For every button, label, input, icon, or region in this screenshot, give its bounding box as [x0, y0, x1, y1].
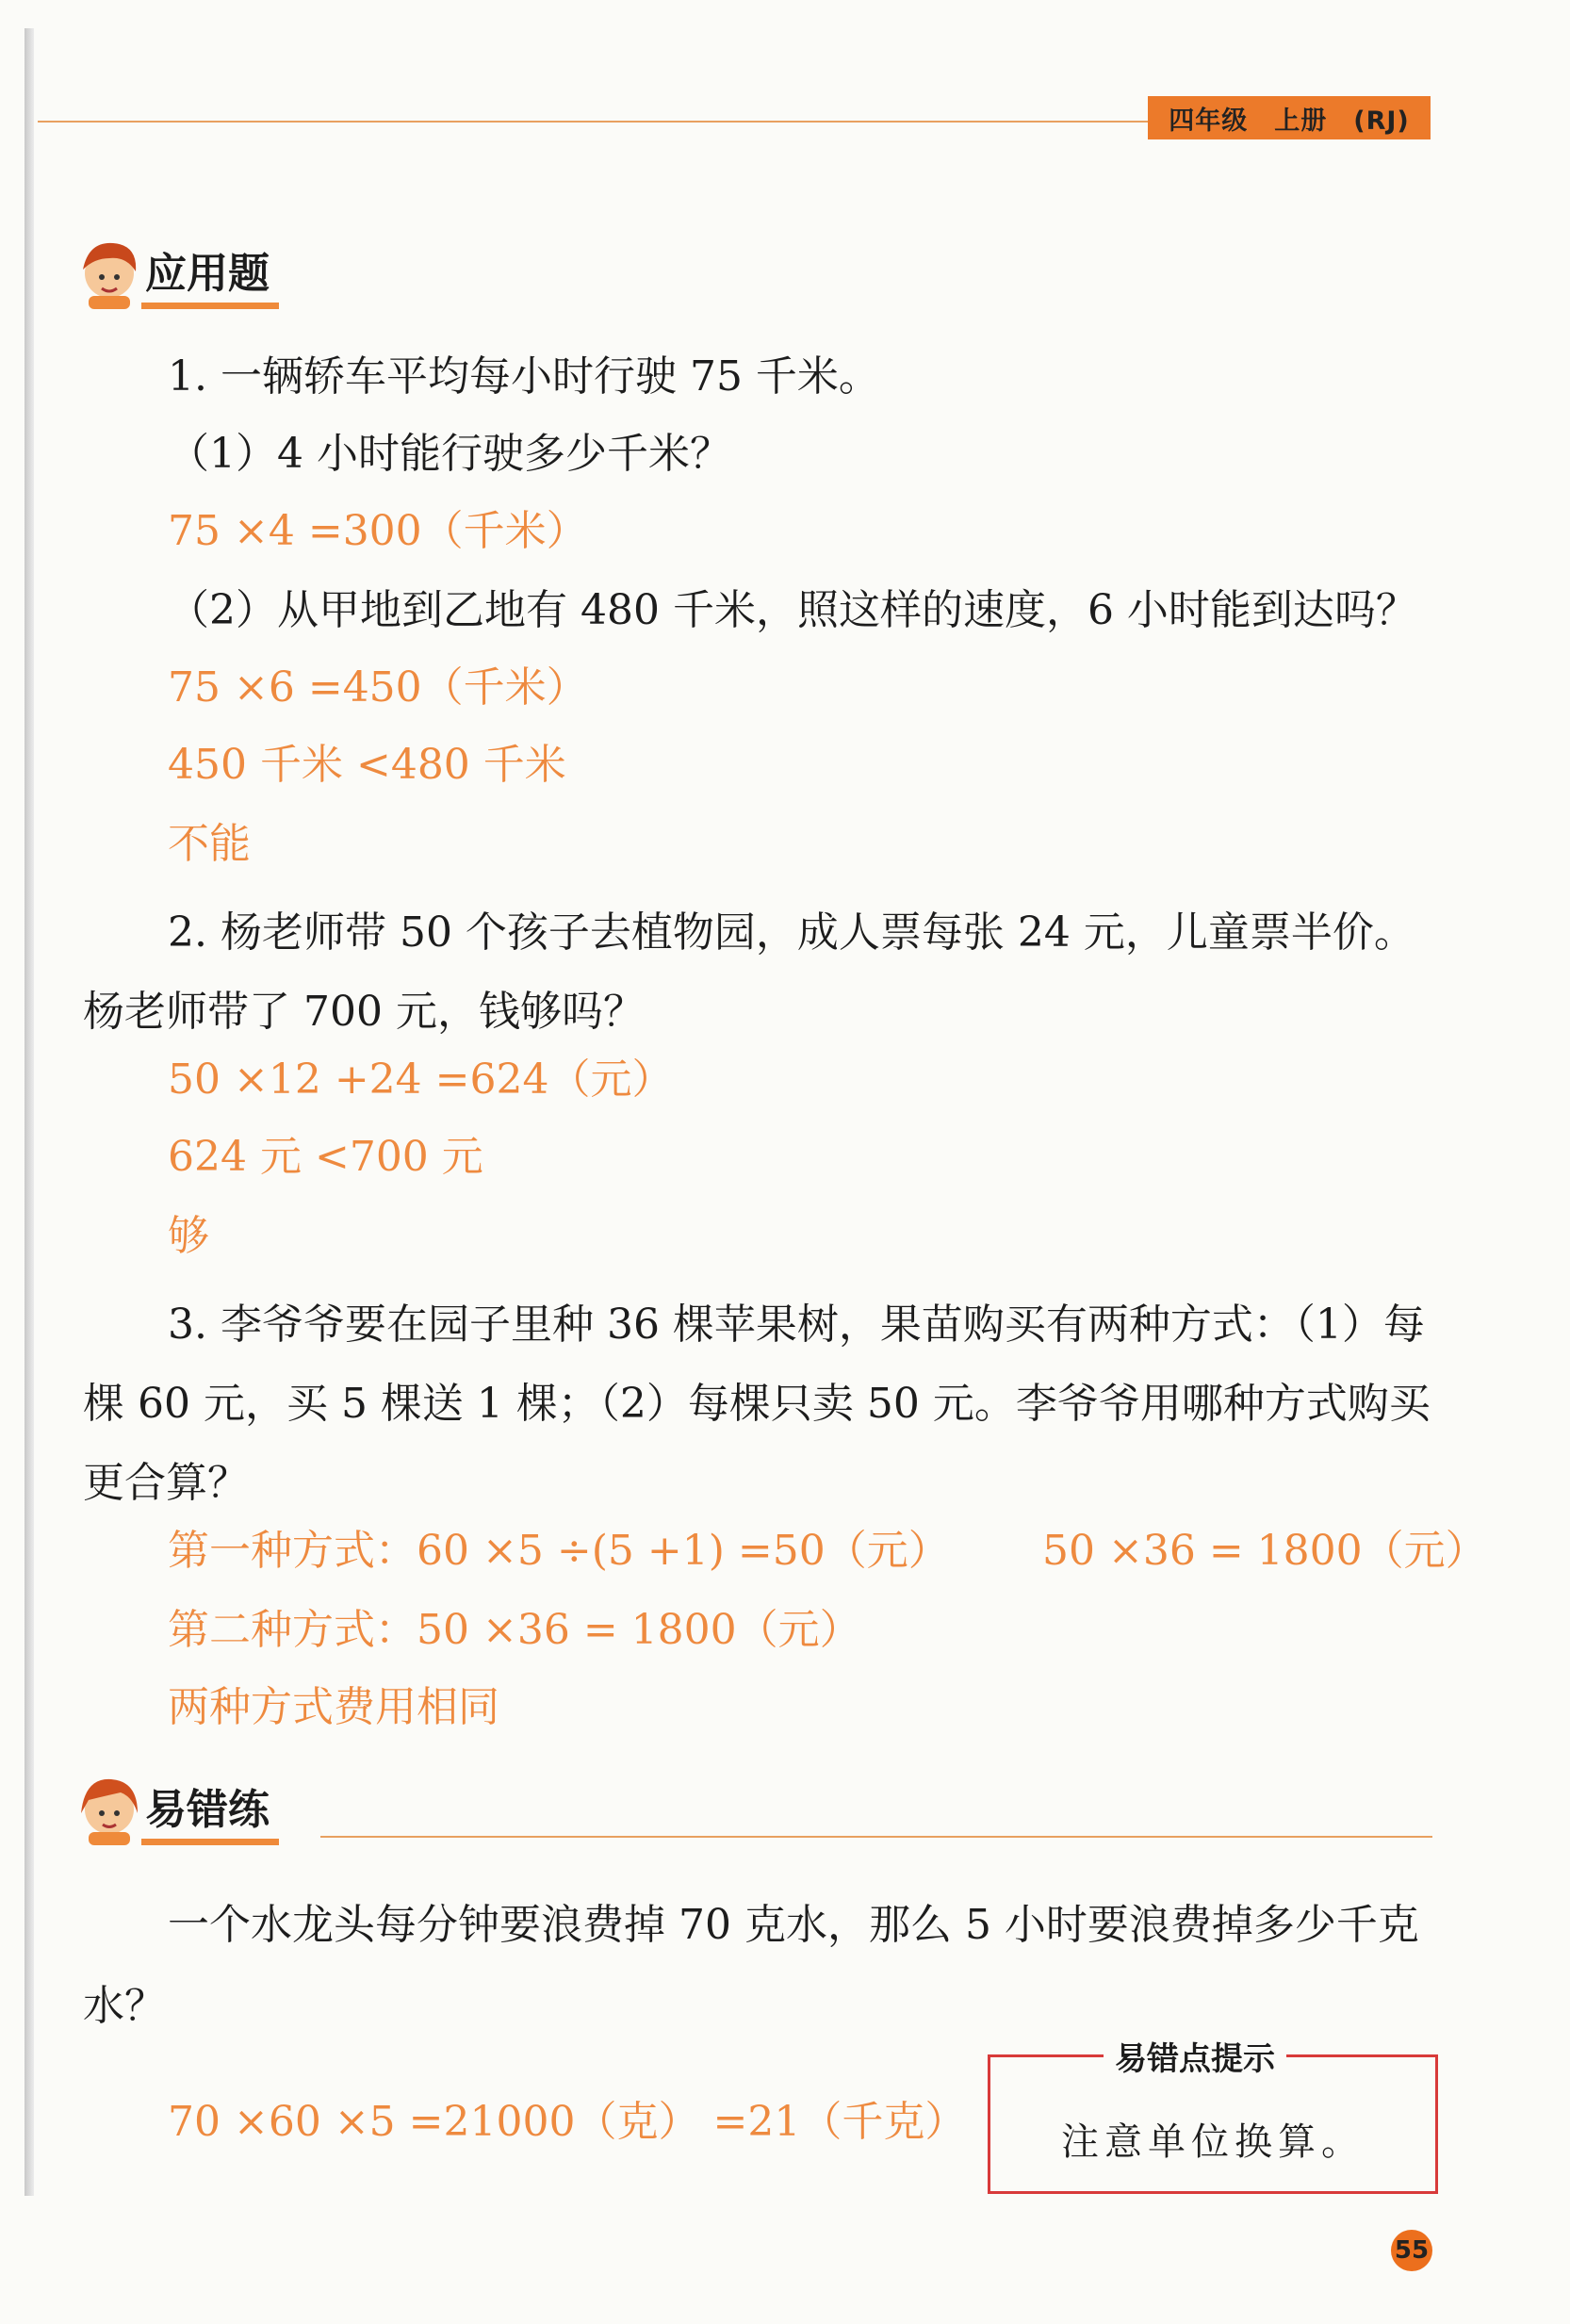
- tip-title: 易错点提示: [1104, 2033, 1286, 2079]
- book-spine-shadow: [25, 28, 34, 2196]
- q2-answer-3: 够: [168, 1212, 209, 1260]
- q2-stem: 2. 杨老师带 50 个孩子去植物园，成人票每张 24 元，儿童票半价。杨老师带了 700 元，钱够吗？: [83, 908, 1415, 1036]
- q3-answer-1b: 50 ×36 = 1800（元）: [1042, 1527, 1487, 1575]
- section-header-error-practice: [75, 1772, 279, 1845]
- q3-answer-2: 第二种方式：50 ×36 = 1800（元）: [168, 1606, 861, 1654]
- q1-part1-answer: 75 ×4 =300（千米）: [168, 507, 588, 555]
- q2-answer-2: 624 元 <700 元: [168, 1133, 483, 1181]
- q2-answer-1: 50 ×12 +24 =624（元）: [168, 1056, 674, 1104]
- section-rule: [320, 1836, 1432, 1838]
- q1-part2: （2）从甲地到乙地有 480 千米，照这样的速度，6 小时能到达吗？: [168, 586, 1417, 634]
- q3-stem: 3. 李爷爷要在园子里种 36 棵苹果树，果苗购买有两种方式：（1）每棵 60 元，买 5 棵送 1 棵；（2）每棵只卖 50 元。李爷爷用哪种方式购买更合算？: [83, 1301, 1431, 1507]
- q1-part2-answer-3: 不能: [168, 820, 251, 868]
- mascot-girl-icon: [75, 1772, 141, 1845]
- q1-part1: （1）4 小时能行驶多少千米？: [168, 430, 731, 478]
- error-tip-box: [988, 2040, 1438, 2194]
- error-question-stem: 一个水龙头每分钟要浪费掉 70 克水，那么 5 小时要浪费掉多少千克水？: [83, 1901, 1419, 2030]
- q1-part2-answer-2: 450 千米 <480 千米: [168, 741, 566, 789]
- section-title-error-practice: 易错练: [141, 1787, 279, 1845]
- q1-stem: 1. 一辆轿车平均每小时行驶 75 千米。: [168, 352, 880, 401]
- section-header-application: [75, 236, 279, 309]
- grade-badge: 四年级 上册 (RJ): [1148, 96, 1431, 139]
- q1-part2-answer-1: 75 ×6 =450（千米）: [168, 663, 588, 712]
- error-question-answer: 70 ×60 ×5 =21000（克） =21（千克）: [168, 2098, 967, 2146]
- q3-answer-1: 第一种方式：60 ×5 ÷(5 +1) =50（元）: [168, 1527, 950, 1575]
- page-number: 55: [1391, 2230, 1432, 2271]
- header-rule: [38, 121, 1148, 123]
- q3-answer-3: 两种方式费用相同: [168, 1683, 499, 1731]
- tip-body: 注意单位换算。: [1061, 2120, 1365, 2164]
- mascot-icon: [75, 236, 141, 309]
- section-title-application: 应用题: [141, 251, 279, 309]
